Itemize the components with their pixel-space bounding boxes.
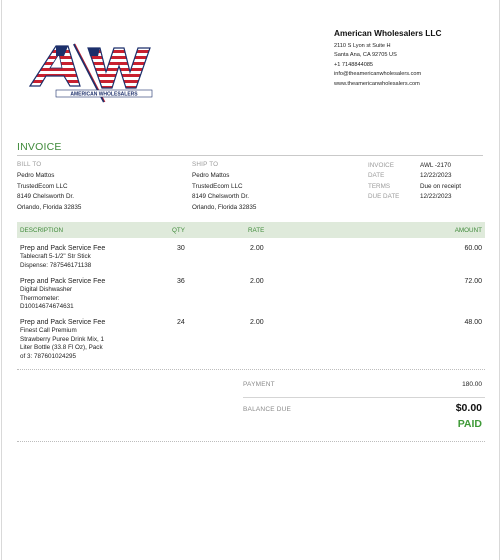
payment-value: 180.00 — [462, 381, 482, 388]
invoice-title: INVOICE — [17, 141, 62, 153]
table-bottom-divider — [17, 369, 485, 370]
row-service: Prep and Pack Service Fee — [20, 319, 106, 326]
meta-row-due-date — [368, 192, 488, 202]
payment-label: PAYMENT — [243, 381, 275, 388]
ship-to-label: SHIP TO — [192, 161, 219, 168]
row-amount: 48.00 — [464, 319, 482, 326]
ship-to-line: Orlando, Florida 32835 — [192, 203, 257, 211]
balance-due-label: BALANCE DUE — [243, 406, 292, 413]
meta-label: INVOICE — [368, 162, 394, 169]
balance-due-value: $0.00 — [455, 402, 482, 414]
bill-to-line: Pedro Mattos — [17, 172, 55, 179]
row-description — [20, 278, 155, 312]
company-website[interactable]: www.theamericanwholesalers.com — [334, 80, 420, 87]
invoice-terms: Due on receipt — [420, 182, 461, 190]
row-detail-line: of 3: 787601024295 — [20, 352, 77, 360]
invoice-due-date: 12/22/2023 — [420, 192, 452, 200]
ship-to-line: 8149 Chelsworth Dr. — [192, 193, 250, 200]
header-rate: RATE — [248, 227, 265, 234]
meta-row-invoice — [368, 161, 488, 171]
summary-divider — [243, 397, 485, 398]
summary-bottom-divider — [17, 441, 485, 442]
company-email[interactable]: info@theamericanwholesalers.com — [334, 71, 422, 78]
logo-tagline: AMERICAN WHOLESALERS — [70, 91, 138, 98]
logo-letter-a — [30, 46, 80, 86]
row-detail-line: Tablecraft 5-1/2" Str Stick — [20, 253, 91, 260]
invoice-meta — [368, 161, 488, 202]
row-rate: 2.00 — [250, 319, 264, 326]
bill-to-line: Orlando, Florida 32835 — [17, 203, 82, 211]
row-rate: 2.00 — [250, 278, 264, 285]
page-border-left — [1, 0, 2, 560]
table-row — [17, 319, 485, 365]
header-amount: AMOUNT — [454, 227, 482, 234]
company-address-line: 2110 S Lyon st Suite H — [334, 43, 391, 49]
company-address-line: Santa Ana, CA 92705 US — [334, 52, 397, 59]
row-detail-line: Dispense: 787546171138 — [20, 261, 92, 269]
meta-row-date — [368, 171, 488, 181]
company-name: American Wholesalers LLC — [334, 28, 442, 38]
title-divider — [17, 155, 483, 156]
row-rate: 2.00 — [250, 245, 264, 252]
row-service: Prep and Pack Service Fee — [20, 245, 106, 252]
row-description — [20, 319, 155, 361]
table-header — [17, 222, 485, 238]
row-description — [20, 245, 155, 270]
header-description: DESCRIPTION — [20, 227, 64, 234]
row-detail-line: Liter Bottle (33.8 Fl Oz), Pack — [20, 344, 103, 352]
row-detail-line: Finest Call Premium — [20, 327, 77, 334]
bill-to-line: TrustedEcom LLC — [17, 182, 68, 190]
invoice-date: 12/22/2023 — [420, 172, 452, 180]
bill-to-label: BILL TO — [17, 161, 42, 168]
row-qty: 36 — [177, 278, 185, 285]
row-qty: 24 — [177, 319, 185, 326]
table-row — [17, 278, 485, 316]
ship-to-line: Pedro Mattos — [192, 172, 230, 179]
bill-to-line: 8149 Chelsworth Dr. — [17, 193, 75, 200]
meta-label: DATE — [368, 172, 385, 180]
meta-label: DUE DATE — [368, 192, 400, 200]
row-qty: 30 — [177, 245, 185, 252]
table-row — [17, 245, 485, 275]
row-detail-line: Thermometer: — [20, 294, 60, 302]
logo-letter-w — [88, 48, 150, 88]
company-info — [334, 28, 494, 89]
row-detail-line: Strawberry Puree Drink Mix, 1 — [20, 335, 104, 343]
row-detail-line: D10014674674631 — [20, 303, 74, 311]
row-detail-line: Digital Dishwasher — [20, 286, 73, 293]
row-service: Prep and Pack Service Fee — [20, 278, 106, 285]
row-amount: 60.00 — [464, 245, 482, 252]
bill-to-block — [17, 161, 81, 213]
ship-to-line: TrustedEcom LLC — [192, 182, 243, 190]
header-qty: QTY — [172, 227, 185, 234]
company-logo — [26, 38, 162, 104]
invoice-number: AWL -2170 — [420, 162, 452, 169]
meta-label: TERMS — [368, 182, 391, 190]
paid-status: PAID — [457, 418, 482, 430]
ship-to-block — [192, 161, 256, 213]
meta-row-terms — [368, 182, 488, 192]
company-phone: +1 7148844085 — [334, 61, 374, 68]
row-amount: 72.00 — [464, 278, 482, 285]
